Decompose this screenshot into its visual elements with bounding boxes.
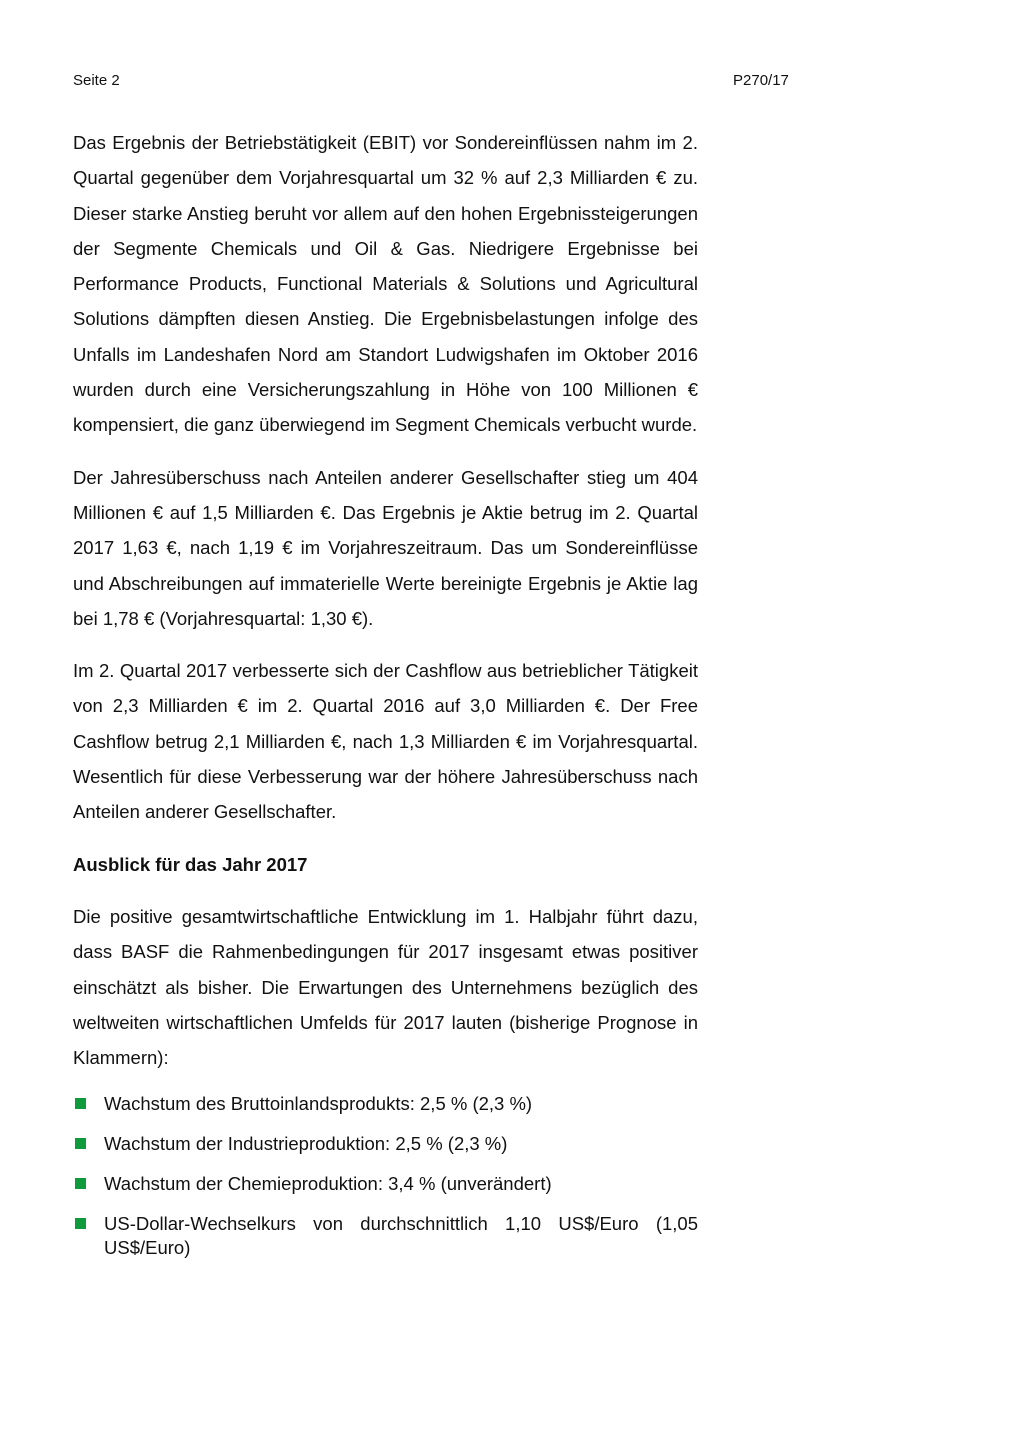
list-item [73,1092,698,1116]
document-id: P270/17 [733,72,789,89]
list-item [73,1172,698,1196]
section-heading-outlook: Ausblick für das Jahr 2017 [73,853,308,875]
outlook-bullet-list [73,1092,698,1260]
square-bullet-icon [75,1178,86,1189]
list-item [73,1212,698,1260]
paragraph-net-income: Der Jahresüberschuss nach Anteilen anderer Gesellschafter stieg um 404 Millionen € auf 1,5 Milliarden €. Das Ergebnis je Aktie betrug im 2. Quartal 2017 1,63 €, nach 1,19 € im Vorjahreszeitraum. Das um Sondereinflüsse und Abschreibungen auf immaterielle Werte bereinigte Ergebnis je Aktie lag bei 1,78 € (Vorjahresquartal: 1,30 €). [73,466,698,629]
square-bullet-icon [75,1218,86,1229]
list-item [73,1132,698,1156]
paragraph-outlook-intro: Die positive gesamtwirtschaftliche Entwicklung im 1. Halbjahr führt dazu, dass BASF die Rahmenbedingungen für 2017 insgesamt etwas positiver einschätzt als bisher. Die Erwartungen des Unternehmens bezüglich des weltweiten wirtschaftlichen Umfelds für 2017 lauten (bisherige Prognose in Klammern): [73,905,698,1069]
square-bullet-icon [75,1138,86,1149]
paragraph-ebit: Das Ergebnis der Betriebstätigkeit (EBIT) vor Sondereinflüssen nahm im 2. Quartal gegenüber dem Vorjahresquartal um 32 % auf 2,3 Milliarden € zu. Dieser starke Anstieg beruht vor allem auf den hohen Ergebnissteigerungen der Segmente Chemicals und Oil & Gas. Niedrigere Ergebnisse bei Performance Products, Functional Materials & Solutions und Agricultural Solutions dämpften diesen Anstieg. Die Ergebnisbelastungen infolge des Unfalls im Landeshafen Nord am Standort Ludwigshafen im Oktober 2016 wurden durch eine Versicherungszahlung in Höhe von 100 Millionen € kompensiert, die ganz überwiegend im Segment Chemicals verbucht wurde. [73,132,698,436]
square-bullet-icon [75,1098,86,1109]
list-item-text: Wachstum der Chemieproduktion: 3,4 % (unverändert) [104,1173,552,1195]
page-number-label: Seite 2 [73,72,120,89]
body-text [73,125,698,1276]
paragraph-cashflow: Im 2. Quartal 2017 verbesserte sich der Cashflow aus betrieblicher Tätigkeit von 2,3 Milliarden € im 2. Quartal 2016 auf 3,0 Milliarden €. Der Free Cashflow betrug 2,1 Milliarden €, nach 1,3 Milliarden € im Vorjahresquartal. Wesentlich für diese Verbesserung war der höhere Jahresüberschuss nach Anteilen anderer Gesellschafter. [73,660,698,823]
list-item-text: Wachstum der Industrieproduktion: 2,5 % (2,3 %) [104,1133,508,1155]
list-item-text: Wachstum des Bruttoinlandsprodukts: 2,5 % (2,3 %) [104,1093,533,1115]
list-item-text: US-Dollar-Wechselkurs von durchschnittlich 1,10 US$/Euro (1,05 US$/Euro) [104,1213,698,1259]
